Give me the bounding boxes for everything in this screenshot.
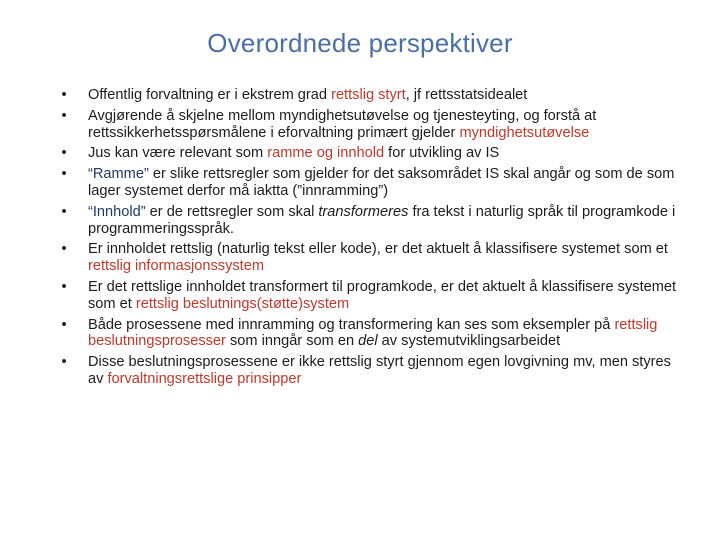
bullet-emphasis: myndighetsutøvelse bbox=[459, 124, 590, 141]
bullet-item bbox=[52, 279, 682, 313]
bullet-emphasis: forvaltningsrettslige prinsipper bbox=[107, 370, 302, 387]
bullet-text: Er det rettslige innholdet transformert til programkode, er det aktuelt å klassifisere systemet som et bbox=[88, 278, 677, 312]
bullet-dot-icon: • bbox=[61, 316, 67, 333]
slide-title: Overordnede perspektiver bbox=[207, 28, 513, 58]
bullet-emphasis: ramme og innhold bbox=[267, 145, 385, 162]
bullet-text: Disse beslutningsprosessene er ikke rettslig styrt gjennom egen lovgivning mv, men styres av bbox=[88, 354, 671, 387]
bullet-item bbox=[52, 317, 682, 351]
bullet-item bbox=[52, 204, 682, 238]
bullet-dot-icon: • bbox=[61, 87, 67, 103]
bullet-list bbox=[52, 87, 682, 392]
bullet-text: Offentlig forvaltning er i ekstrem grad bbox=[88, 87, 332, 103]
bullet-text: , jf rettsstatsidealet bbox=[405, 87, 528, 103]
bullet-dot-icon: • bbox=[61, 278, 67, 295]
bullet-text: Jus kan være relevant som bbox=[88, 145, 268, 162]
bullet-dot-icon: • bbox=[61, 203, 67, 220]
bullet-text: for utvikling av IS bbox=[384, 145, 500, 162]
bullet-text: Er innholdet rettslig (naturlig tekst eller kode), er det aktuelt å klassifisere systemet som et bbox=[88, 241, 668, 258]
bullet-emphasis: rettslig informasjonssystem bbox=[88, 258, 264, 275]
bullet-emphasis: rettslig styrt bbox=[331, 87, 406, 103]
bullet-text: som inngår som en bbox=[225, 333, 359, 350]
bullet-text: er slike rettsregler som gjelder for det saksområdet IS skal angår og som de som lager systemet derfor må iaktta (”innramming”) bbox=[88, 166, 675, 199]
bullet-item bbox=[52, 354, 682, 388]
bullet-dot-icon: • bbox=[61, 166, 67, 183]
bullet-dot-icon: • bbox=[61, 145, 67, 162]
bullet-text: er de rettsregler som skal bbox=[145, 203, 319, 220]
bullet-emphasis: rettslig beslutnings(støtte)system bbox=[135, 295, 350, 312]
bullet-dot-icon: • bbox=[61, 107, 67, 124]
bullet-text: fra tekst i naturlig språk til programkode i programmeringsspråk. bbox=[88, 203, 676, 237]
bullet-item bbox=[52, 145, 682, 162]
bullet-text: Både prosessene med innramming og transformering kan ses som eksempler på bbox=[88, 316, 615, 333]
bullet-text: av systemutviklingsarbeidet bbox=[377, 333, 561, 350]
bullet-emphasis: transformeres bbox=[318, 203, 409, 220]
bullet-dot-icon: • bbox=[61, 241, 67, 258]
bullet-item bbox=[52, 166, 682, 200]
bullet-item bbox=[52, 108, 682, 142]
bullet-item bbox=[52, 87, 682, 104]
bullet-dot-icon: • bbox=[61, 354, 67, 371]
bullet-emphasis: del bbox=[358, 333, 378, 350]
bullet-emphasis: rettslig beslutningsprosesser bbox=[88, 316, 658, 350]
bullet-emphasis: “Ramme” bbox=[88, 166, 149, 183]
bullet-emphasis: “Innhold” bbox=[88, 203, 146, 220]
bullet-item bbox=[52, 241, 682, 275]
bullet-text: Avgjørende å skjelne mellom myndighetsutøvelse og tjenesteyting, og forstå at rettssikkerhetsspørsmålene i eforvaltning primært gjelder bbox=[88, 107, 597, 141]
